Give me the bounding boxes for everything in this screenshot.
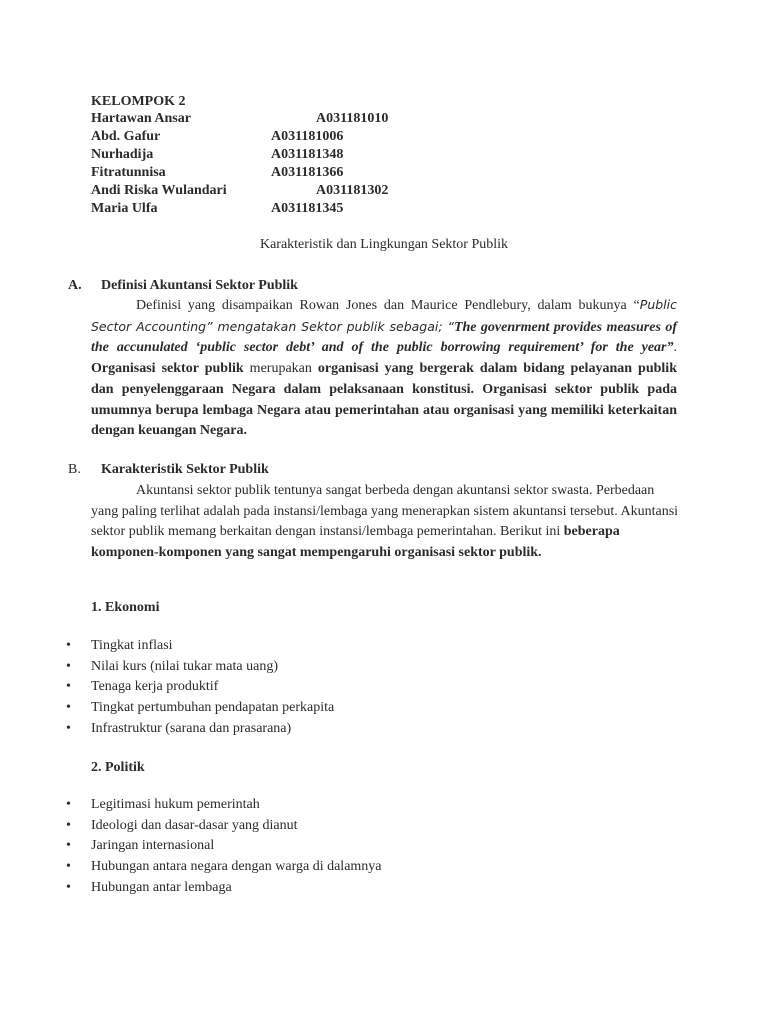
para-text: merupakan — [243, 361, 318, 377]
member-row — [91, 201, 491, 219]
bullet: • — [66, 638, 71, 653]
member-nim: A031181345 — [271, 201, 344, 216]
list-item-text: Ideologi dan dasar-dasar yang dianut — [91, 817, 298, 833]
member-name: Hartawan Ansar — [91, 111, 191, 126]
member-name: Andi Riska Wulandari — [91, 183, 227, 198]
bullet: • — [66, 859, 71, 875]
list-item — [66, 698, 334, 719]
page-title: Karakteristik dan Lingkungan Sektor Publik — [259, 237, 509, 252]
bullet: • — [66, 679, 71, 695]
member-nim: A031181366 — [271, 165, 344, 180]
section-a-heading: Definisi Akuntansi Sektor Publik — [101, 278, 298, 293]
member-row — [91, 165, 491, 183]
list-item-text: Tingkat inflasi — [91, 638, 173, 653]
list-item — [66, 857, 382, 878]
member-nim: A031181302 — [316, 183, 389, 198]
section-a-paragraph — [91, 295, 677, 442]
para-bold-text: Organisasi sektor publik — [91, 361, 244, 377]
politics-heading: 2. Politik — [91, 760, 145, 775]
list-item — [66, 636, 334, 657]
economy-list — [66, 636, 334, 739]
list-item-text: Legitimasi hukum pemerintah — [91, 797, 260, 812]
member-nim: A031181348 — [271, 147, 344, 162]
member-name: Nurhadija — [91, 147, 154, 162]
list-item — [66, 795, 382, 816]
politics-list — [66, 795, 382, 898]
bullet: • — [66, 838, 71, 854]
book-title-text: Public Sector Accounting” mengatakan Sektor publik sebagai; “ — [91, 297, 677, 334]
list-item — [66, 657, 334, 678]
list-item-text: Hubungan antar lembaga — [91, 879, 232, 895]
list-item-text: Tenaga kerja produktif — [91, 679, 219, 695]
bullet: • — [66, 817, 71, 833]
para-bold-text: beberapa komponen-komponen yang sangat mempengaruhi organisasi sektor publik. — [91, 524, 620, 561]
list-item — [66, 836, 382, 857]
list-item — [66, 816, 382, 837]
para-text: Definisi yang disampaikan Rowan Jones dan Maurice Pendlebury, dalam bukunya “ — [136, 298, 640, 313]
bullet: • — [66, 879, 71, 895]
section-b-paragraph — [91, 481, 681, 564]
group-title: KELOMPOK 2 — [91, 94, 186, 109]
list-item-text: Hubungan antara negara dengan warga di dalamnya — [91, 859, 382, 875]
member-name: Maria Ulfa — [91, 201, 158, 216]
member-name: Fitratunnisa — [91, 165, 166, 180]
para-text: Akuntansi sektor publik tentunya sangat berbeda dengan akuntansi sektor swasta. Perbedaan yang paling terlihat adalah pada instansi/lembaga yang menerapkan sistem akuntansi tersebut. Akuntansi sektor publik memang berkaitan dengan instansi/lembaga pemerintahan. Berikut ini — [91, 483, 679, 540]
economy-heading: 1. Ekonomi — [91, 600, 160, 615]
member-nim: A031181010 — [316, 111, 389, 126]
bullet: • — [66, 700, 71, 716]
list-item-text: Tingkat pertumbuhan pendapatan perkapita — [91, 700, 335, 716]
section-a-letter: A. — [68, 278, 82, 293]
quote-text: The govenrment provides measures of the accunulated ‘public sector debt’ and of the public borrowing requirement’ for the year” — [91, 319, 677, 356]
list-item — [66, 677, 334, 698]
bullet: • — [66, 658, 71, 674]
member-row — [91, 147, 491, 165]
member-row — [91, 111, 491, 129]
para-text: . — [673, 340, 677, 356]
section-b-letter: B. — [68, 462, 81, 477]
member-row — [91, 183, 491, 201]
bullet: • — [66, 797, 71, 812]
member-name: Abd. Gafur — [91, 129, 161, 144]
section-b-heading: Karakteristik Sektor Publik — [101, 462, 269, 477]
list-item — [66, 878, 382, 899]
member-nim: A031181006 — [271, 129, 344, 144]
list-item-text: Infrastruktur (sarana dan prasarana) — [91, 720, 292, 736]
bullet: • — [66, 720, 71, 736]
list-item-text: Nilai kurs (nilai tukar mata uang) — [91, 658, 278, 674]
para-bold-text: organisasi yang bergerak dalam bidang pelayanan publik dan penyelenggaraan Negara dalam pelaksanaan konstitusi. Organisasi sektor publik pada umumnya berupa lembaga Negara atau pemerintahan atau organisasi yang memiliki keterkaitan dengan keuangan Negara. — [91, 361, 677, 439]
member-row — [91, 129, 491, 147]
list-item-text: Jaringan internasional — [91, 838, 215, 854]
list-item — [66, 719, 334, 740]
